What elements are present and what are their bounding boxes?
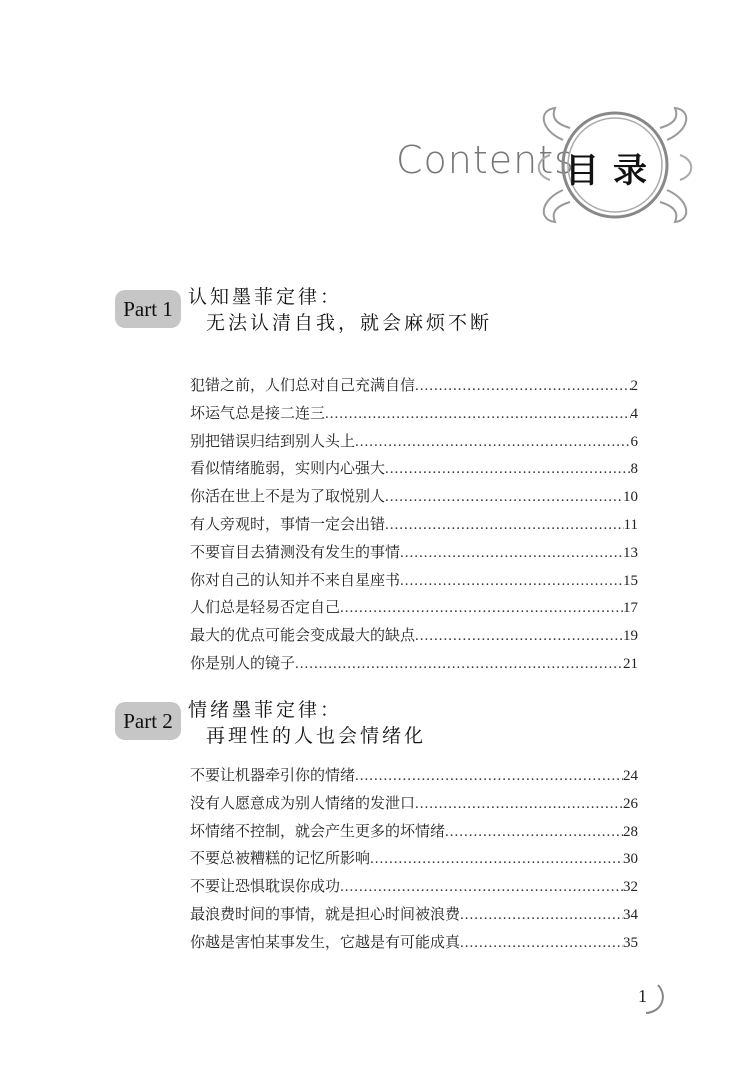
toc-entry-page: 6: [630, 433, 638, 450]
page-title: 目录: [565, 151, 661, 191]
toc-entry-title: 有人旁观时，事情一定会出错: [190, 514, 386, 533]
part-1-title-line1: 认知墨菲定律：: [188, 286, 343, 308]
dot-leader: [400, 573, 623, 590]
toc-entry-page: 34: [623, 906, 638, 923]
part-2-toc-list: [190, 764, 638, 959]
toc-entry-page: 8: [630, 461, 638, 478]
dot-leader: [460, 907, 623, 924]
toc-entry-page: 35: [623, 934, 638, 951]
toc-entry[interactable]: [190, 569, 638, 597]
toc-entry[interactable]: [190, 374, 638, 402]
part-2-title-line2: 再理性的人也会情绪化: [206, 725, 427, 747]
toc-entry-title: 不要总被糟糕的记忆所影响: [190, 849, 371, 868]
toc-entry[interactable]: [190, 457, 638, 485]
toc-entry-page: 4: [630, 405, 638, 422]
toc-entry-page: 11: [623, 516, 638, 533]
toc-entry-page: 13: [623, 544, 638, 561]
toc-entry[interactable]: [190, 764, 638, 792]
page-number: [628, 982, 664, 1016]
toc-entry[interactable]: [190, 541, 638, 569]
toc-entry-page: 21: [623, 655, 638, 672]
part-1-badge: Part 1: [115, 290, 181, 328]
page-number-text: 1: [638, 986, 647, 1006]
toc-entry[interactable]: [190, 624, 638, 652]
toc-entry[interactable]: [190, 430, 638, 458]
toc-entry-title: 你是别人的镜子: [190, 653, 296, 672]
toc-entry[interactable]: [190, 485, 638, 513]
toc-entry-title: 犯错之前，人们总对自己充满自信: [190, 376, 416, 394]
toc-entry-title: 你对自己的认知并不来自星座书: [190, 570, 401, 589]
toc-entry-title: 你越是害怕某事发生，它越是有可能成真: [190, 932, 461, 951]
dot-leader: [340, 879, 623, 896]
toc-entry-page: 28: [623, 823, 638, 840]
toc-entry[interactable]: [190, 792, 638, 820]
toc-entry-page: 32: [623, 879, 638, 896]
toc-entry-title: 没有人愿意成为别人情绪的发泄口: [190, 793, 416, 812]
dot-leader: [400, 545, 623, 562]
dot-leader: [445, 824, 623, 841]
toc-entry-title: 最大的优点可能会变成最大的缺点: [190, 626, 416, 645]
toc-entry[interactable]: [190, 402, 638, 430]
dot-leader: [385, 517, 624, 534]
toc-entry[interactable]: [190, 931, 638, 959]
toc-entry[interactable]: [190, 820, 638, 848]
toc-entry-title: 你活在世上不是为了取悦别人: [190, 487, 386, 506]
part-1-toc-list: [190, 374, 638, 680]
dot-leader: [415, 378, 630, 395]
toc-entry-page: 15: [623, 572, 638, 589]
toc-entry-title: 不要让恐惧耽误你成功: [190, 877, 341, 896]
dot-leader: [355, 768, 623, 785]
toc-entry-page: 2: [630, 378, 638, 394]
dot-leader: [415, 628, 623, 645]
contents-heading: Contents: [396, 138, 575, 182]
part-2-title: [188, 697, 426, 749]
toc-entry-title: 坏情绪不控制，就会产生更多的坏情绪: [190, 821, 446, 840]
dot-leader: [415, 796, 623, 813]
toc-entry[interactable]: [190, 596, 638, 624]
part-2-badge: Part 2: [115, 702, 181, 740]
toc-entry-title: 坏运气总是接二连三: [190, 403, 326, 422]
toc-entry-title: 最浪费时间的事情，就是担心时间被浪费: [190, 904, 461, 923]
dot-leader: [295, 656, 623, 673]
dot-leader: [460, 935, 623, 952]
dot-leader: [325, 406, 630, 423]
toc-entry-page: 17: [623, 600, 638, 617]
dot-leader: [385, 489, 623, 506]
toc-entry[interactable]: [190, 513, 638, 541]
dot-leader: [355, 434, 630, 451]
toc-entry[interactable]: [190, 903, 638, 931]
toc-entry[interactable]: [190, 847, 638, 875]
dot-leader: [340, 600, 623, 617]
part-2-title-line1: 情绪墨菲定律：: [188, 699, 343, 721]
dot-leader: [370, 851, 623, 868]
toc-entry-title: 人们总是轻易否定自己: [190, 598, 341, 617]
part-1-title: [188, 284, 492, 336]
toc-entry-page: 24: [623, 768, 638, 784]
toc-entry-page: 30: [623, 851, 638, 868]
toc-entry-page: 10: [623, 489, 638, 506]
toc-entry-title: 不要让机器牵引你的情绪: [190, 766, 356, 784]
toc-entry-title: 别把错误归结到别人头上: [190, 431, 356, 450]
toc-entry-title: 不要盲目去猜测没有发生的事情: [190, 542, 401, 561]
toc-entry-title: 看似情绪脆弱，实则内心强大: [190, 459, 386, 478]
toc-entry[interactable]: [190, 875, 638, 903]
toc-entry-page: 26: [623, 795, 638, 812]
dot-leader: [385, 461, 630, 478]
toc-entry[interactable]: [190, 652, 638, 680]
part-1-title-line2: 无法认清自我，就会麻烦不断: [206, 312, 493, 334]
toc-entry-page: 19: [623, 628, 638, 645]
